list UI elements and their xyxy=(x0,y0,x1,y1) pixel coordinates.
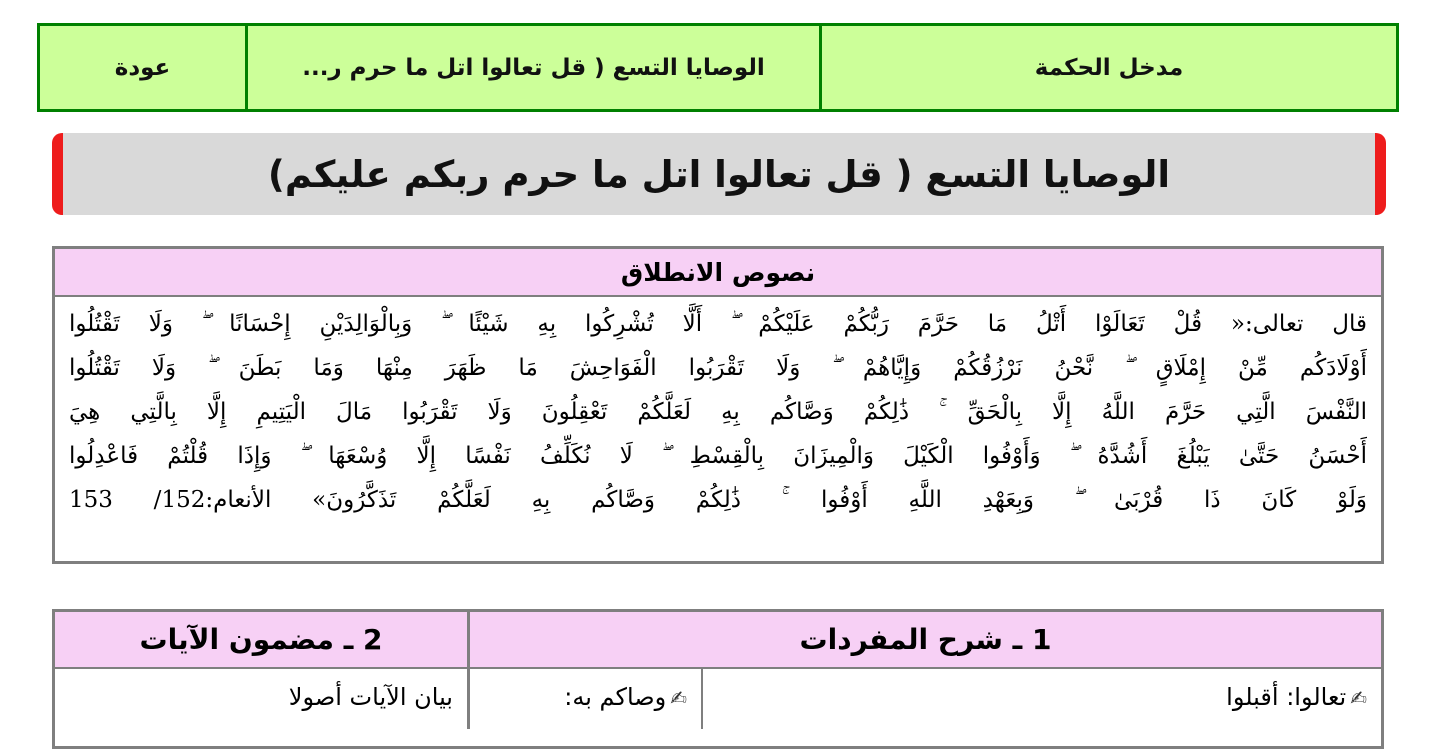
verse-line: أَوْلَادَكُم مِّنْ إِمْلَاقٍ ۖ نَّحْنُ نَرْزُقُكُمْ وَإِيَّاهُمْ ۖ وَلَا تَقْرَبُوا الْفَوَاحِشَ مَا ظَهَرَ مِنْهَا وَمَا بَطَنَ ۖ وَلَا تَقْتُلُوا xyxy=(69,355,1367,381)
verse-line: قال تعالى:« قُلْ تَعَالَوْا أَتْلُ مَا حَرَّمَ رَبُّكُمْ عَلَيْكُمْ ۖ أَلَّا تُشْرِكُوا بِهِ شَيْئًا ۖ وَبِالْوَالِدَيْنِ إِحْسَانًا ۖ وَلَا تَقْتُلُوا xyxy=(69,311,1367,337)
verse-line: أَحْسَنُ حَتَّىٰ يَبْلُغَ أَشُدَّهُ ۖ وَأَوْفُوا الْكَيْلَ وَالْمِيزَانَ بِالْقِسْطِ ۖ لَا نُكَلِّفُ نَفْسًا إِلَّا وُسْعَهَا ۖ وَإِذَا قُلْتُمْ فَاعْدِلُوا xyxy=(69,443,1367,469)
nav-home-link[interactable]: مدخل الحكمة xyxy=(822,26,1396,109)
verse-line: النَّفْسَ الَّتِي حَرَّمَ اللَّهُ إِلَّا بِالْحَقِّ ۚ ذَٰلِكُمْ وَصَّاكُم بِهِ لَعَلَّكُمْ تَعْقِلُونَ وَلَا تَقْرَبُوا مَالَ الْيَتِيمِ إِلَّا بِالَّتِي هِيَ xyxy=(69,399,1367,425)
page-title: الوصايا التسع ( قل تعالوا اتل ما حرم ربكم عليكم) xyxy=(267,152,1171,196)
lesson-title-banner xyxy=(52,133,1386,215)
table-cell xyxy=(55,669,467,729)
pencil-icon: ✍ xyxy=(670,686,687,710)
table-cell xyxy=(467,669,701,729)
verse-text xyxy=(55,297,1381,522)
vocabulary-header: 1 ـ شرح المفردات xyxy=(467,612,1381,667)
table-cell xyxy=(701,669,1381,729)
starting-texts-box xyxy=(52,246,1384,564)
verses-content-header: 2 ـ مضمون الآيات xyxy=(139,623,383,656)
vocab-term: تعالوا: أقبلوا xyxy=(1226,683,1347,711)
verse-line: وَلَوْ كَانَ ذَا قُرْبَىٰ ۖ وَبِعَهْدِ اللَّهِ أَوْفُوا ۚ ذَٰلِكُمْ وَصَّاكُم بِهِ لَعَلَّكُمْ تَذَكَّرُونَ» الأنعام:152/ 153 xyxy=(69,487,1367,513)
starting-texts-header: نصوص الانطلاق xyxy=(55,249,1381,297)
vocab-term: وصاكم به: xyxy=(564,683,667,711)
nav-back-link[interactable]: عودة xyxy=(40,26,245,109)
table-header-row xyxy=(55,612,1381,669)
top-navigation xyxy=(37,23,1399,112)
verse-content-text: بيان الآيات أصولا xyxy=(288,683,453,711)
lesson-table xyxy=(52,609,1384,749)
pencil-icon: ✍ xyxy=(1350,686,1367,710)
nav-current-lesson-link[interactable]: الوصايا التسع ( قل تعالوا اتل ما حرم ر... xyxy=(248,26,819,109)
table-row xyxy=(55,669,1381,729)
